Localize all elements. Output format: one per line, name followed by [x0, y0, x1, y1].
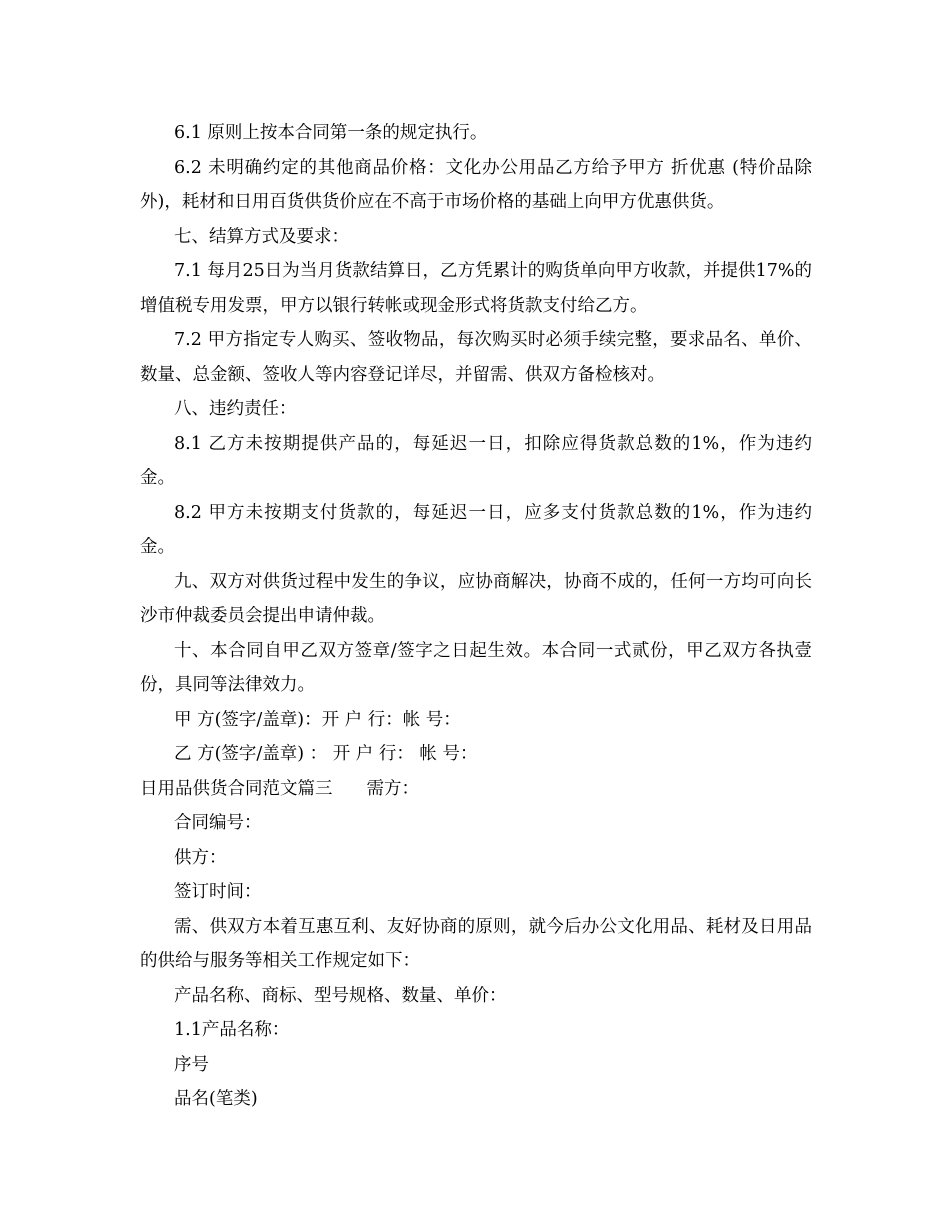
clause-6-1: 6.1 原则上按本合同第一条的规定执行。 — [174, 123, 488, 143]
party-b-signature-line: 乙 方(签字/盖章) ： 开 户 行： 帐 号： — [174, 744, 478, 764]
signing-time-field: 签订时间： — [174, 882, 262, 902]
section-heading-line — [140, 772, 812, 807]
party-a-signature-line: 甲 方(签字/盖章)：开 户 行：帐 号： — [174, 709, 461, 730]
clause-10: 十、本合同自甲乙双方签章/签字之日起生效。本合同一式贰份，甲乙双方各执壹份，具同等法律效力。 — [140, 640, 812, 695]
clause-7-2: 7.2 甲方指定专人购买、签收物品，每次购买时必须手续完整，要求品名、单价、数量、总金额、签收人等内容登记详尽，并留需、供双方备检核对。 — [140, 330, 812, 385]
clause-7-1: 7.1 每月25日为当月货款结算日，乙方凭累计的购货单向甲方收款，并提供17%的增值税专用发票，甲方以银行转帐或现金形式将货款支付给乙方。 — [140, 261, 812, 316]
preamble-paragraph: 需、供双方本着互惠互利、友好协商的原则，就今后办公文化用品、耗材及日用品的供给与服务等相关工作规定如下： — [140, 916, 812, 971]
supplier-field: 供方： — [174, 847, 227, 868]
serial-number-label: 序号 — [174, 1054, 209, 1075]
clause-6-2: 6.2 未明确约定的其他商品价格：文化办公用品乙方给予甲方 折优惠 (特价品除外)，耗材和日用百货供货价应在不高于市场价格的基础上向甲方优惠供货。 — [140, 157, 812, 212]
heading-liability: 八、违约责任： — [174, 399, 297, 419]
clause-8-2: 8.2 甲方未按期支付货款的，每延迟一日，应多支付货款总数的1%，作为违约金。 — [140, 502, 812, 557]
heading-settlement: 七、结算方式及要求： — [174, 226, 349, 247]
document-body — [140, 116, 812, 1117]
buyer-label: 需方： — [366, 778, 419, 799]
product-name-item: 1.1产品名称： — [174, 1020, 290, 1040]
section-title: 日用品供货合同范文篇三 — [140, 778, 333, 799]
product-info-heading: 产品名称、商标、型号规格、数量、单价： — [174, 985, 507, 1006]
contract-number-field: 合同编号： — [174, 813, 262, 833]
clause-8-1: 8.1 乙方未按期提供产品的，每延迟一日，扣除应得货款总数的1%，作为违约金。 — [140, 433, 812, 488]
item-name-pens-label: 品名(笔类) — [174, 1089, 258, 1109]
clause-9: 九、双方对供货过程中发生的争议，应协商解决，协商不成的，任何一方均可向长沙市仲裁委员会提出申请仲裁。 — [140, 571, 812, 626]
